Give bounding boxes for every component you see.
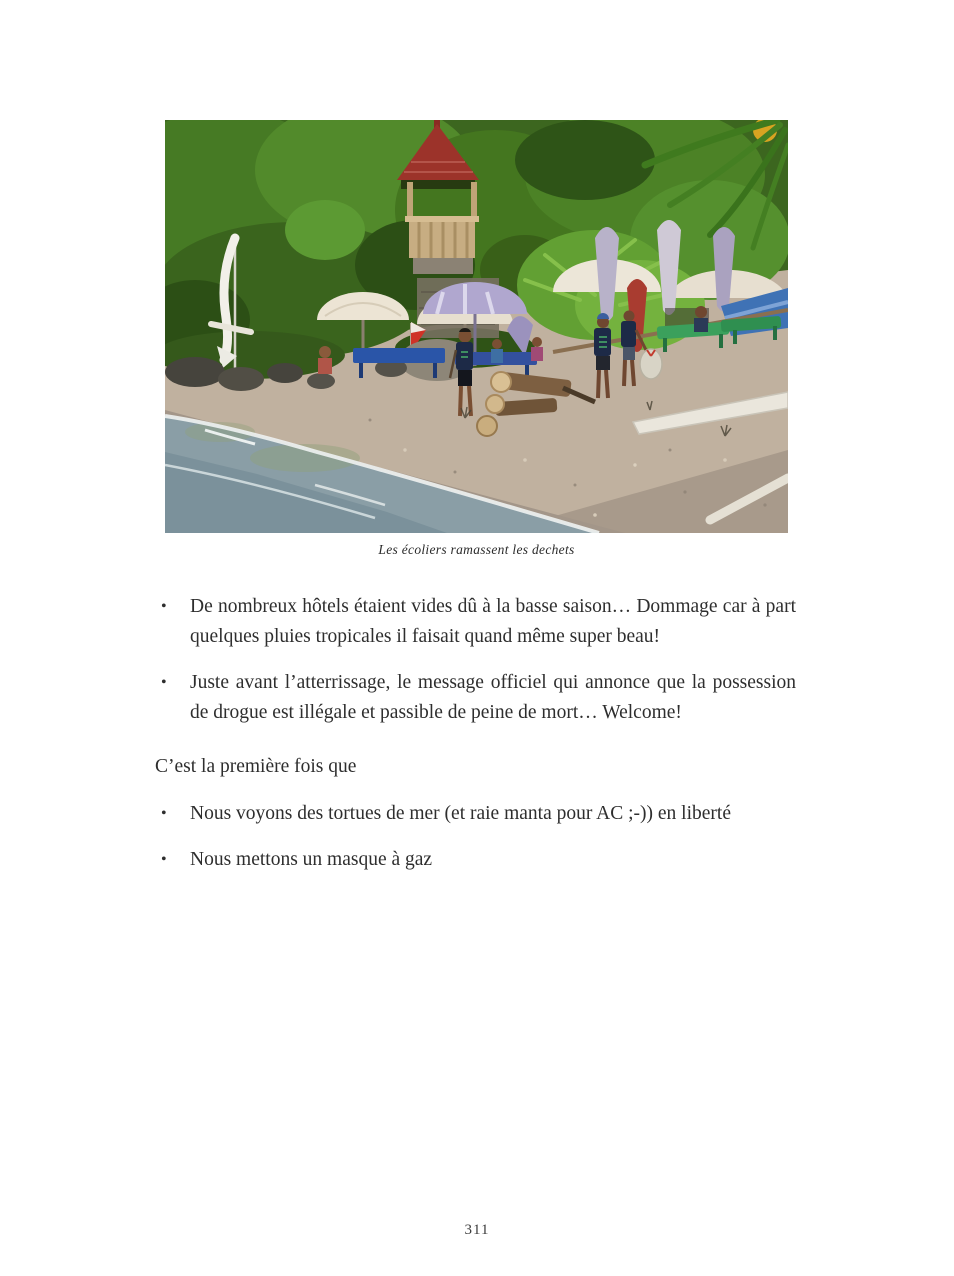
page-number: 311	[464, 1222, 490, 1238]
bullet-list-top	[155, 592, 796, 728]
bullet-marker: •	[161, 805, 167, 822]
page-content	[155, 592, 796, 891]
bullet-marker: •	[161, 851, 167, 868]
beach-photo-figure	[165, 120, 788, 558]
bullet-marker: •	[161, 674, 167, 691]
beach-photo	[165, 120, 788, 533]
bullet-item	[155, 845, 796, 875]
photo-caption: Les écoliers ramassent les dechets	[378, 542, 575, 557]
bullet-text-masque: Nous mettons un masque à gaz	[190, 849, 433, 870]
bullet-text-atterrissage: Juste avant l’atterrissage, le message officiel qui annonce que la possession de drogue est illégale et passible de peine de mort… Welcome!	[190, 672, 796, 723]
bullet-text-tortues: Nous voyons des tortues de mer (et raie manta pour AC ;-)) en liberté	[190, 803, 731, 824]
bullet-text-hotels: De nombreux hôtels étaient vides dû à la basse saison… Dommage car à part quelques pluies tropicales il faisait quand même super beau!	[190, 596, 796, 647]
trash-bag	[640, 349, 662, 379]
page-footer	[0, 1222, 954, 1239]
bullet-item	[155, 799, 796, 829]
bullet-marker: •	[161, 598, 167, 615]
intro-paragraph: C’est la première fois que	[155, 756, 357, 777]
bullet-item	[155, 668, 796, 728]
bullet-list-bottom	[155, 799, 796, 875]
bullet-item	[155, 592, 796, 652]
